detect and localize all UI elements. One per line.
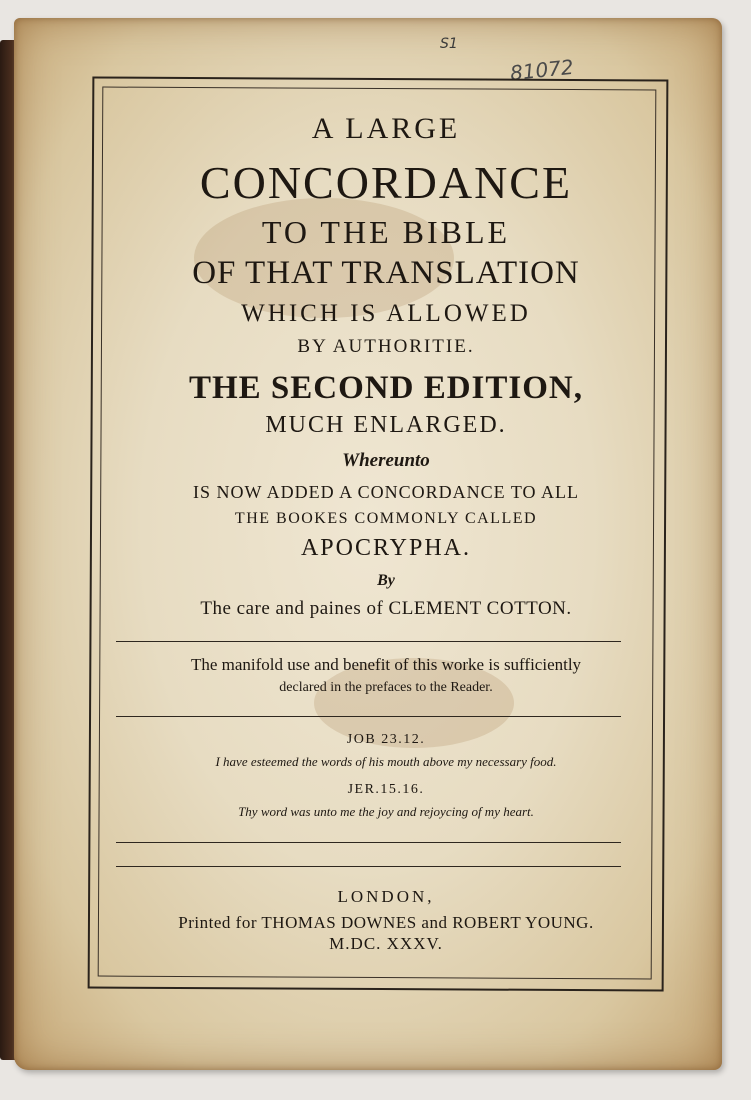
pencil-mark-number: 81072 — [508, 54, 575, 86]
title-line-to-the-bible: TO THE BIBLE — [261, 214, 511, 250]
edition-heading: THE SECOND EDITION, — [188, 370, 583, 406]
title-line-authoritie: BY AUTHORITIE. — [297, 336, 475, 357]
divider-rule — [116, 842, 621, 843]
apocrypha: APOCRYPHA. — [300, 535, 472, 561]
added-line-1: IS NOW ADDED A CONCORDANCE TO ALL — [192, 482, 580, 502]
much-enlarged: MUCH ENLARGED. — [265, 412, 507, 438]
benefit-line-2: declared in the prefaces to the Reader. — [279, 680, 493, 695]
benefit-line-1: The manifold use and benefit of this worke is sufficiently — [190, 655, 582, 674]
author-line: The care and paines of CLEMENT COTTON. — [200, 598, 572, 619]
title-line-concordance: CONCORDANCE — [199, 157, 573, 208]
divider-rule — [116, 641, 621, 642]
title-line-a-large: A LARGE — [311, 112, 461, 145]
divider-rule — [116, 716, 621, 717]
imprint-printer: Printed for THOMAS DOWNES and ROBERT YOUNG. — [178, 913, 594, 932]
scripture-quote-jer: Thy word was unto me the joy and rejoycing of my heart. — [238, 804, 534, 819]
added-line-2: THE BOOKES COMMONLY CALLED — [234, 510, 538, 527]
title-line-translation: OF THAT TRANSLATION — [192, 255, 580, 291]
imprint-place: LONDON, — [337, 887, 435, 906]
scripture-ref-job: JOB 23.12. — [346, 732, 426, 747]
whereunto: Whereunto — [342, 450, 430, 471]
scripture-ref-jer: JER.15.16. — [347, 782, 425, 797]
pencil-mark-s1: S1 — [440, 36, 458, 52]
title-line-allowed: WHICH IS ALLOWED — [241, 300, 531, 327]
by: By — [377, 572, 395, 589]
imprint-year: M.DC. XXXV. — [329, 934, 443, 953]
scripture-quote-job: I have esteemed the words of his mouth above my necessary food. — [215, 754, 557, 769]
divider-rule — [116, 866, 621, 867]
